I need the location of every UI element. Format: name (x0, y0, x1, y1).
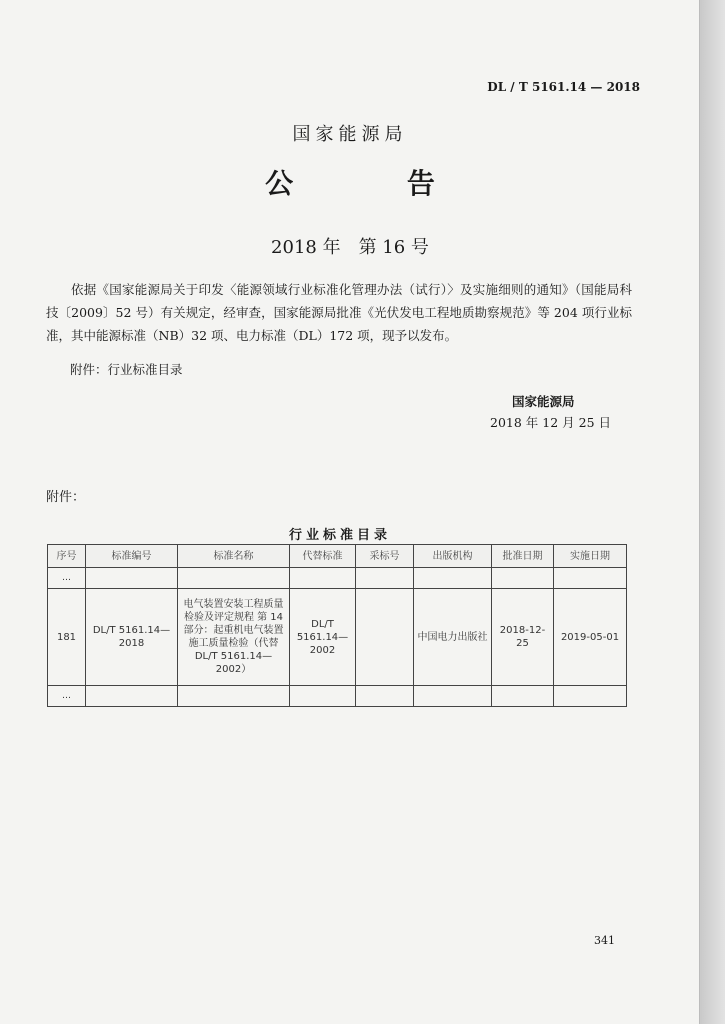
adopted-cell (356, 589, 414, 686)
column-header: 实施日期 (554, 545, 627, 568)
signature-date: 2018 年 12 月 25 日 (490, 415, 611, 430)
approved-cell: 2018-12-25 (492, 589, 554, 686)
name-cell: 电气装置安装工程质量检验及评定规程 第 14 部分：起重机电气装置施工质量检验（代替 DL/T 5161.14—2002） (178, 589, 290, 686)
attachment-note: 附件：行业标准目录 (70, 362, 183, 377)
name-cell (178, 686, 290, 707)
column-header: 标准编号 (86, 545, 178, 568)
column-header: 序号 (48, 545, 86, 568)
publisher-cell: 中国电力出版社 (414, 589, 492, 686)
replaces-cell (290, 686, 356, 707)
adopted-cell (356, 568, 414, 589)
standard-code: DL / T 5161.14 — 2018 (487, 80, 640, 94)
seq-cell: … (48, 686, 86, 707)
replaces-cell: DL/T 5161.14—2002 (290, 589, 356, 686)
approved-cell (492, 568, 554, 589)
adopted-cell (356, 686, 414, 707)
seq-cell: … (48, 568, 86, 589)
signature-agency: 国家能源局 (512, 394, 575, 409)
attachment-heading: 附件： (46, 490, 86, 505)
column-header: 标准名称 (178, 545, 290, 568)
effective-cell: 2019-05-01 (554, 589, 627, 686)
replaces-cell (290, 568, 356, 589)
column-header: 代替标准 (290, 545, 356, 568)
table-header-row (48, 545, 627, 568)
effective-cell (554, 568, 627, 589)
standards-catalog-table (47, 544, 627, 707)
approved-cell (492, 686, 554, 707)
column-header: 采标号 (356, 545, 414, 568)
issuing-agency: 国家能源局 (292, 124, 408, 145)
code-cell (86, 568, 178, 589)
publisher-cell (414, 686, 492, 707)
name-cell (178, 568, 290, 589)
code-cell (86, 686, 178, 707)
effective-cell (554, 686, 627, 707)
column-header: 批准日期 (492, 545, 554, 568)
issue-number: 2018 年 第 16 号 (271, 237, 429, 258)
publisher-cell (414, 568, 492, 589)
scan-edge (700, 0, 725, 1024)
page-number: 341 (594, 934, 615, 947)
table-row (48, 686, 627, 707)
table-row (48, 589, 627, 686)
seq-cell: 181 (48, 589, 86, 686)
notice-body: 依据《国家能源局关于印发〈能源领域行业标准化管理办法（试行）〉及实施细则的通知》（国能局科技〔2009〕52 号）有关规定，经审查，国家能源局批准《光伏发电工程地质勘察规范》等 204 项行业标准，其中能源标准（NB）32 项、电力标准（DL）172 项，现予以发布。 (46, 282, 632, 343)
notice-title: 公 告 (265, 167, 487, 200)
table-row (48, 568, 627, 589)
column-header: 出版机构 (414, 545, 492, 568)
code-cell: DL/T 5161.14—2018 (86, 589, 178, 686)
catalog-title: 行业标准目录 (288, 528, 391, 543)
